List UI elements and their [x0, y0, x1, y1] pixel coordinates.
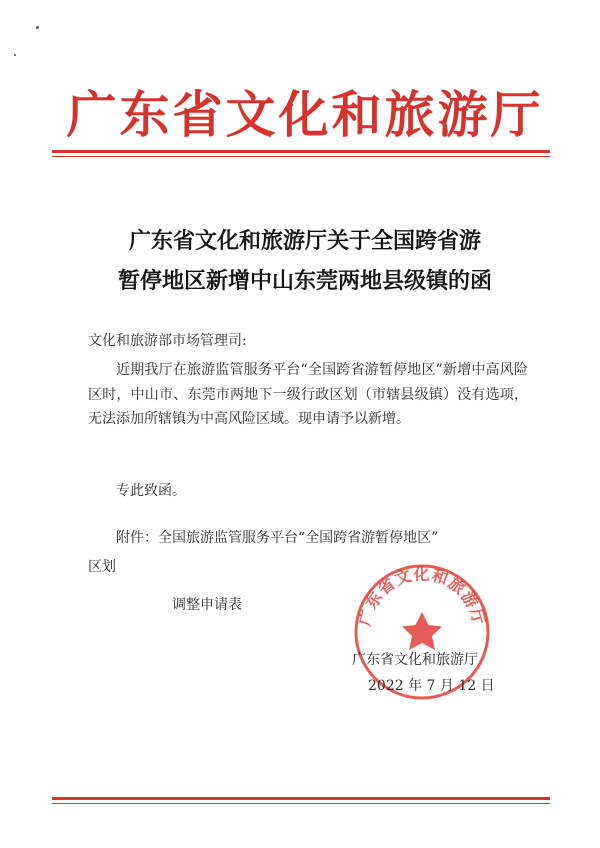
star-icon — [402, 612, 442, 650]
footer-rule-thin — [52, 803, 550, 804]
signature-org: 广东省文化和旅游厅 — [352, 652, 478, 668]
closing-line: 专此致函。 — [116, 483, 186, 499]
document-title-line-2: 暂停地区新增中山东莞两地县级镇的函 — [117, 268, 492, 294]
letterhead-title: 广东省文化和旅游厅 — [66, 85, 544, 144]
scan-speck — [36, 26, 39, 29]
document-title-line-1: 广东省文化和旅游厅关于全国跨省游 — [128, 228, 481, 254]
footer-rule-thick — [52, 797, 550, 800]
attachment-line-2: 区划 — [88, 559, 116, 575]
attachment-line-3: 调整申请表 — [172, 597, 242, 613]
letterhead-rule-thin — [52, 156, 550, 157]
letterhead-rule-thick — [52, 150, 550, 153]
attachment-line-1: 附件：全国旅游监管服务平台“全国跨省游暂停地区” — [116, 530, 439, 546]
body-paragraph: 近期我厅在旅游监管服务平台“全国跨省游暂停地区”新增中高风险区时，中山市、东莞市两地下一级行政区划（市辖县级镇）没有选项，无法添加所辖镇为中高风险区域。现申请予以新增。 — [88, 362, 528, 427]
signature-date: 2022 年 7 月 12 日 — [368, 678, 495, 694]
scan-speck — [14, 54, 16, 56]
salutation: 文化和旅游部市场管理司: — [88, 333, 247, 349]
seal-text: 广东省文化和旅游厅 — [355, 564, 489, 628]
